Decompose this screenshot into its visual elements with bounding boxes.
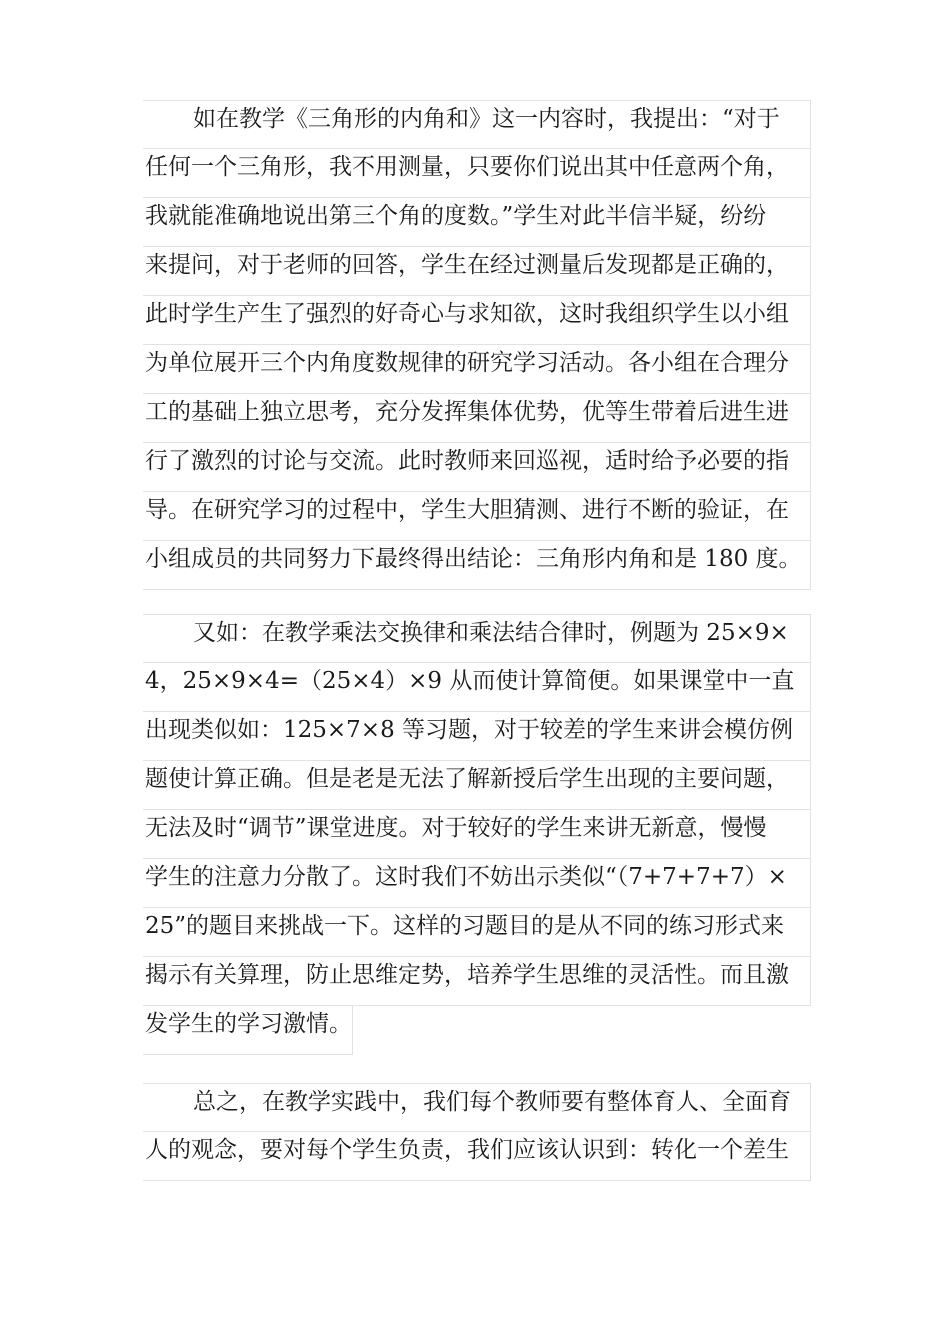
text-line: 学生的注意力分散了。这时我们不妨出示类似“（7+7+7+7）× bbox=[143, 859, 811, 908]
text-line: 我就能准确地说出第三个角的度数。”学生对此半信半疑，纷纷 bbox=[143, 198, 811, 247]
text-line: 工的基础上独立思考，充分发挥集体优势，优等生带着后进生进 bbox=[143, 394, 811, 443]
paragraph-conclusion bbox=[143, 1083, 811, 1181]
text-line: 题使计算正确。但是老是无法了解新授后学生出现的主要问题， bbox=[143, 761, 811, 810]
text-line: 为单位展开三个内角度数规律的研究学习活动。各小组在合理分 bbox=[143, 345, 811, 394]
text-line: 此时学生产生了强烈的好奇心与求知欲，这时我组织学生以小组 bbox=[143, 296, 811, 345]
text-line: 任何一个三角形，我不用测量，只要你们说出其中任意两个角， bbox=[143, 149, 811, 198]
text-line: 行了激烈的讨论与交流。此时教师来回巡视，适时给予必要的指 bbox=[143, 443, 811, 492]
text-line: 出现类似如：125×7×8 等习题，对于较差的学生来讲会模仿例 bbox=[143, 712, 811, 761]
text-line: 总之，在教学实践中，我们每个教师要有整体育人、全面育 bbox=[143, 1083, 811, 1132]
text-line: 又如：在教学乘法交换律和乘法结合律时，例题为 25×9× bbox=[143, 614, 811, 663]
text-line: 4，25×9×4=（25×4）×9 从而使计算简便。如果课堂中一直 bbox=[143, 663, 811, 712]
text-line: 发学生的学习激情。 bbox=[143, 1006, 353, 1055]
text-line: 导。在研究学习的过程中，学生大胆猜测、进行不断的验证，在 bbox=[143, 492, 811, 541]
text-line: 如在教学《三角形的内角和》这一内容时，我提出：“对于 bbox=[143, 100, 811, 149]
text-line: 揭示有关算理，防止思维定势，培养学生思维的灵活性。而且激 bbox=[143, 957, 811, 1006]
paragraph-triangle-angles bbox=[143, 100, 811, 590]
paragraph-multiplication-laws bbox=[143, 614, 811, 1059]
text-line: 无法及时“调节”课堂进度。对于较好的学生来讲无新意，慢慢 bbox=[143, 810, 811, 859]
text-line: 小组成员的共同努力下最终得出结论：三角形内角和是 180 度。 bbox=[143, 541, 811, 590]
text-line: 来提问，对于老师的回答，学生在经过测量后发现都是正确的， bbox=[143, 247, 811, 296]
text-line: 25”的题目来挑战一下。这样的习题目的是从不同的练习形式来 bbox=[143, 908, 811, 957]
text-line: 人的观念，要对每个学生负责，我们应该认识到：转化一个差生 bbox=[143, 1132, 811, 1181]
